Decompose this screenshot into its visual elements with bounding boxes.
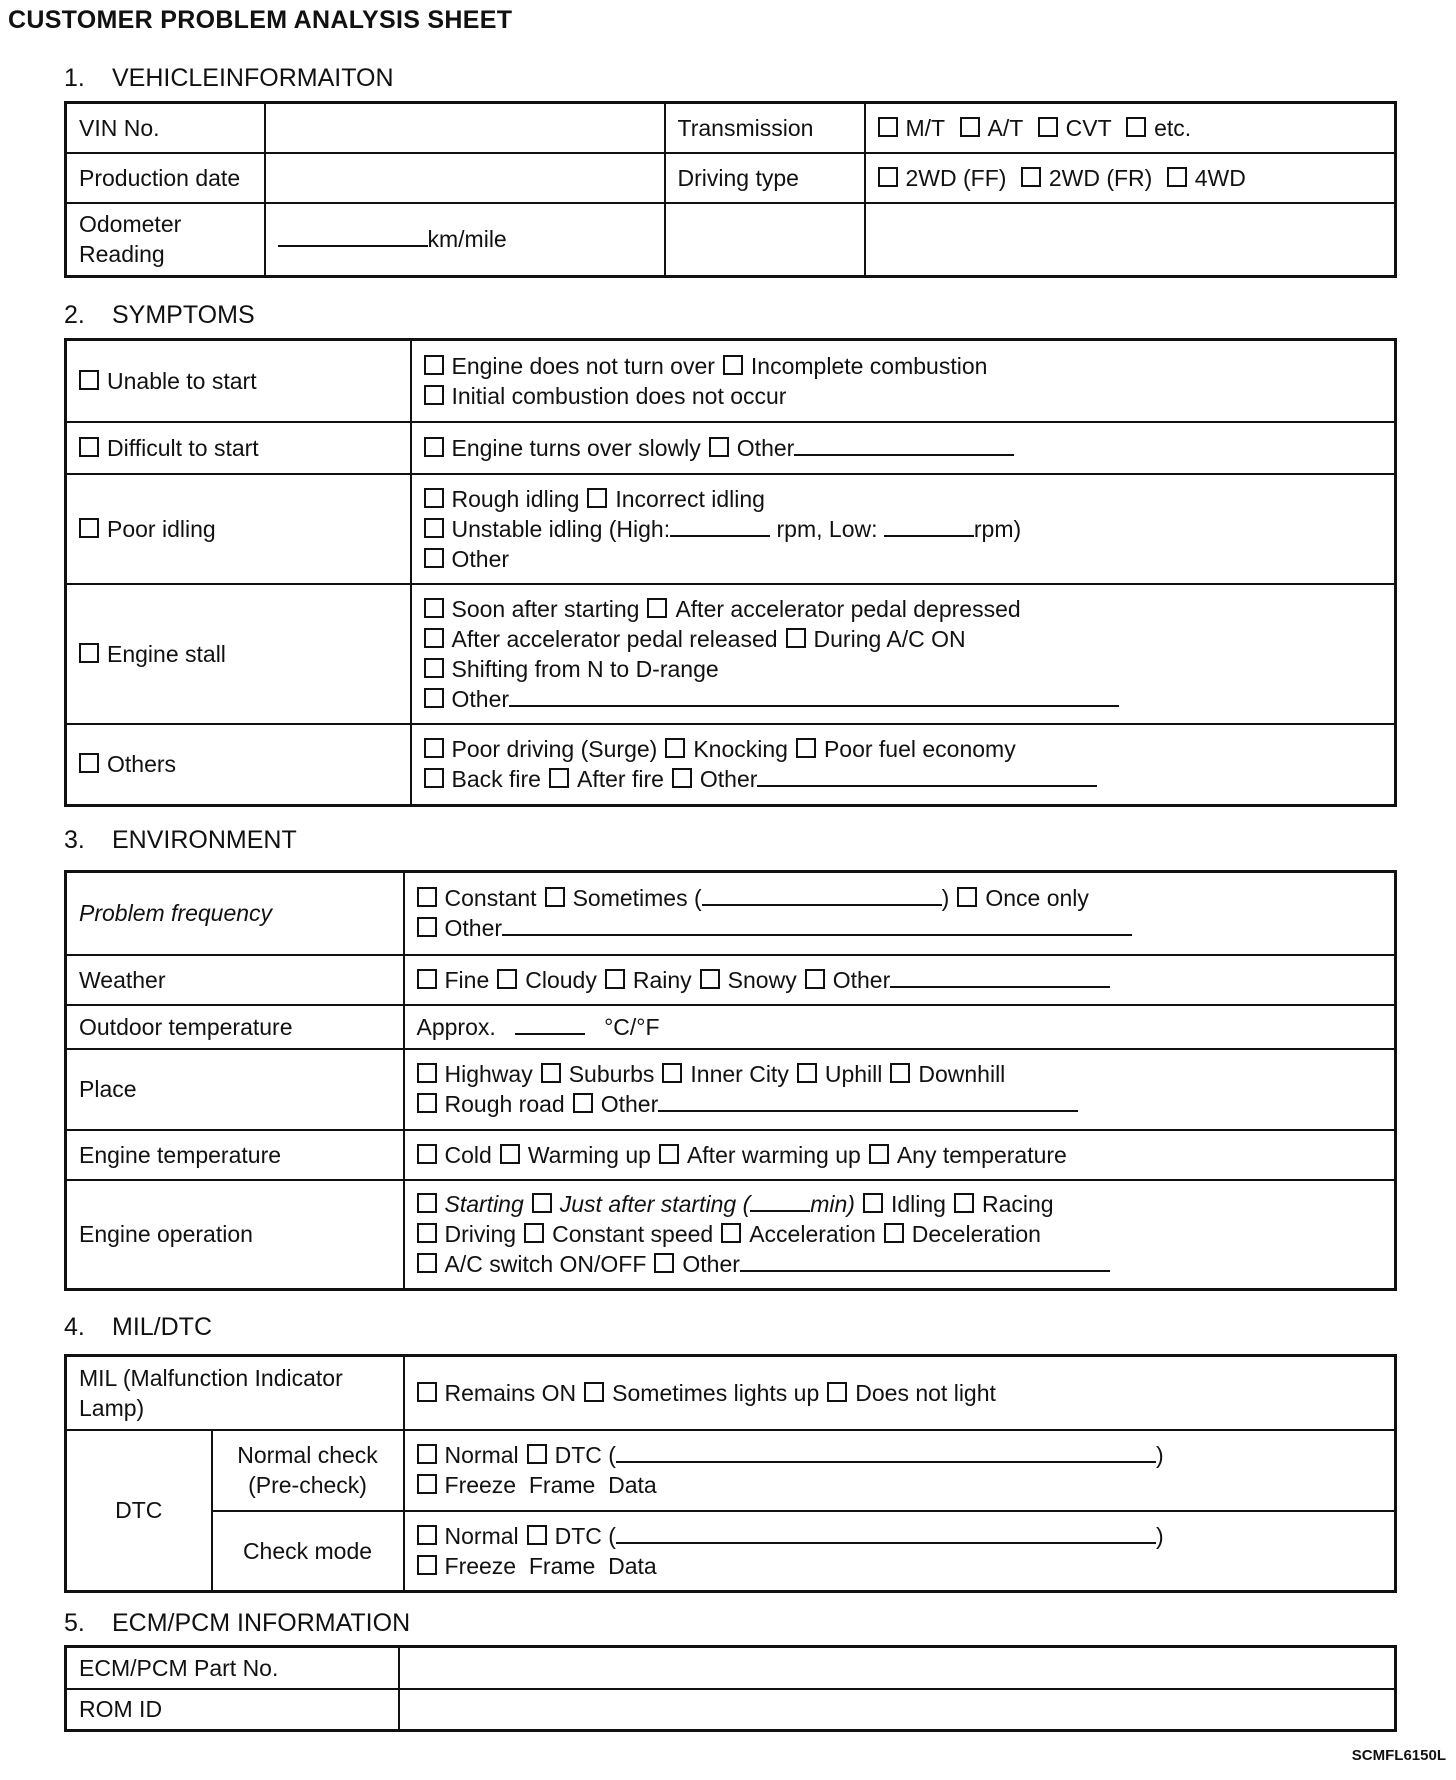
symptom-options bbox=[411, 584, 1396, 724]
checkbox[interactable] bbox=[524, 1223, 544, 1243]
mil-dtc-table bbox=[64, 1354, 1397, 1593]
option-label: Highway bbox=[444, 1061, 533, 1087]
table-row bbox=[66, 1647, 1396, 1689]
weather-label: Weather bbox=[66, 955, 404, 1005]
option-label: After accelerator pedal depressed bbox=[675, 595, 1021, 622]
outdoor-temperature-label: Outdoor temperature bbox=[66, 1005, 404, 1049]
option-label: rpm, Low: bbox=[776, 515, 878, 542]
option-label: Freeze Frame Data bbox=[444, 1552, 657, 1579]
checkbox[interactable] bbox=[417, 1093, 437, 1113]
checkbox[interactable] bbox=[424, 385, 444, 405]
checkbox[interactable] bbox=[797, 1063, 817, 1083]
checkbox-option[interactable] bbox=[1126, 115, 1191, 141]
symptom-label: Engine stall bbox=[107, 640, 226, 667]
table-row bbox=[66, 203, 1396, 277]
section-environment-heading bbox=[64, 826, 297, 855]
checkbox[interactable] bbox=[1038, 117, 1058, 137]
normal-check-line: (Pre-check) bbox=[248, 1472, 367, 1498]
option-label: Unstable idling (High: bbox=[451, 515, 671, 542]
option-label: Incorrect idling bbox=[615, 485, 765, 512]
checkbox[interactable] bbox=[884, 1223, 904, 1243]
option-line bbox=[417, 1440, 1383, 1470]
section-number: 2. bbox=[64, 301, 85, 329]
checkbox[interactable] bbox=[79, 753, 99, 773]
fill-line[interactable] bbox=[658, 1092, 1078, 1112]
checkbox-option[interactable] bbox=[1038, 115, 1112, 141]
option-label: Initial combustion does not occur bbox=[451, 382, 787, 409]
symptom-label: Unable to start bbox=[107, 367, 257, 394]
page-title: CUSTOMER PROBLEM ANALYSIS SHEET bbox=[8, 6, 513, 34]
engine-temperature-label: Engine temperature bbox=[66, 1130, 404, 1180]
ecm-part-no-label: ECM/PCM Part No. bbox=[66, 1647, 399, 1689]
checkbox-option[interactable] bbox=[1021, 165, 1152, 191]
checkbox[interactable] bbox=[665, 738, 685, 758]
option-label: M/T bbox=[905, 114, 946, 141]
table-row bbox=[66, 955, 1396, 1005]
option-label: ) bbox=[941, 885, 950, 912]
checkbox[interactable] bbox=[424, 688, 444, 708]
symptom-label: Poor idling bbox=[107, 515, 216, 542]
temperature-unit: °C/°F bbox=[604, 1013, 660, 1040]
option-label: Other bbox=[444, 915, 503, 942]
option-line bbox=[424, 484, 1383, 514]
option-label: Other bbox=[699, 766, 758, 793]
checkbox-option[interactable] bbox=[1167, 165, 1246, 191]
table-row bbox=[66, 474, 1396, 584]
option-label: Rough road bbox=[444, 1091, 565, 1117]
option-label: After warming up bbox=[686, 1141, 861, 1168]
checkbox[interactable] bbox=[587, 488, 607, 508]
checkbox[interactable] bbox=[700, 969, 720, 989]
option-label: A/T bbox=[987, 114, 1024, 141]
checkbox[interactable] bbox=[654, 1253, 674, 1273]
vehicle-information-table bbox=[64, 101, 1397, 278]
option-label: DTC ( bbox=[554, 1522, 616, 1549]
transmission-label: Transmission bbox=[665, 103, 865, 153]
option-label: Downhill bbox=[918, 1061, 1006, 1087]
fill-line[interactable] bbox=[890, 968, 1110, 988]
symptom-label: Others bbox=[107, 751, 177, 778]
option-label: Just after starting ( bbox=[559, 1191, 751, 1218]
option-label: Idling bbox=[890, 1191, 946, 1218]
checkbox[interactable] bbox=[827, 1382, 847, 1402]
option-label: ) bbox=[1155, 1442, 1164, 1468]
symptom-options bbox=[411, 474, 1396, 584]
checkbox[interactable] bbox=[549, 768, 569, 788]
fill-line[interactable] bbox=[278, 227, 428, 247]
checkbox[interactable] bbox=[721, 1223, 741, 1243]
fill-line[interactable] bbox=[757, 767, 1097, 787]
option-label: 4WD bbox=[1194, 164, 1246, 191]
checkbox[interactable] bbox=[605, 969, 625, 989]
symptom-options bbox=[411, 340, 1396, 422]
section-mil-dtc-heading bbox=[64, 1313, 212, 1342]
checkbox[interactable] bbox=[527, 1525, 547, 1545]
option-label: rpm) bbox=[973, 515, 1022, 542]
table-row bbox=[66, 1130, 1396, 1180]
section-number: 4. bbox=[64, 1313, 85, 1341]
option-label: etc. bbox=[1154, 114, 1192, 141]
option-label: Starting bbox=[444, 1191, 524, 1218]
figure-code: SCMFL6150L bbox=[1351, 1747, 1446, 1764]
option-label: Snowy bbox=[727, 966, 797, 993]
fill-line[interactable] bbox=[616, 1443, 1156, 1463]
ecm-pcm-table bbox=[64, 1645, 1397, 1732]
checkbox[interactable] bbox=[79, 643, 99, 663]
place-options bbox=[404, 1049, 1396, 1130]
checkbox[interactable] bbox=[796, 738, 816, 758]
table-row bbox=[66, 422, 1396, 474]
option-line bbox=[424, 684, 1383, 714]
engine-operation-label: Engine operation bbox=[66, 1180, 404, 1290]
normal-check-label bbox=[212, 1430, 404, 1511]
checkbox[interactable] bbox=[417, 1223, 437, 1243]
vin-field[interactable] bbox=[265, 103, 665, 153]
production-date-label: Production date bbox=[66, 153, 265, 203]
checkbox[interactable] bbox=[869, 1144, 889, 1164]
fill-line[interactable] bbox=[616, 1524, 1156, 1544]
checkbox[interactable] bbox=[424, 355, 444, 375]
normal-check-options bbox=[404, 1430, 1396, 1511]
problem-frequency-label: Problem frequency bbox=[66, 872, 404, 955]
option-label: Driving bbox=[444, 1221, 517, 1248]
option-label: Other bbox=[832, 966, 891, 993]
option-label: Acceleration bbox=[749, 1221, 876, 1248]
option-label: Any temperature bbox=[896, 1141, 1067, 1168]
checkbox[interactable] bbox=[500, 1144, 520, 1164]
option-line bbox=[424, 544, 1383, 574]
checkbox[interactable] bbox=[79, 370, 99, 390]
checkbox[interactable] bbox=[672, 768, 692, 788]
normal-check-line: Normal check bbox=[237, 1442, 378, 1468]
checkbox[interactable] bbox=[1167, 167, 1187, 187]
checkbox[interactable] bbox=[584, 1382, 604, 1402]
checkbox[interactable] bbox=[79, 437, 99, 457]
engine-operation-options bbox=[404, 1180, 1396, 1290]
option-label: Once only bbox=[985, 885, 1089, 912]
fill-line[interactable] bbox=[670, 517, 770, 537]
ecm-part-no-field[interactable] bbox=[399, 1647, 1396, 1689]
option-label: Racing bbox=[981, 1191, 1054, 1218]
option-line bbox=[417, 1551, 1383, 1581]
symptom-label: Difficult to start bbox=[107, 434, 259, 461]
section-title: SYMPTOMS bbox=[112, 301, 255, 329]
rom-id-field[interactable] bbox=[399, 1689, 1396, 1731]
option-line bbox=[417, 913, 1383, 943]
checkbox[interactable] bbox=[417, 1144, 437, 1164]
option-label: Warming up bbox=[527, 1141, 651, 1168]
option-line bbox=[424, 624, 1383, 654]
option-label: DTC ( bbox=[554, 1442, 616, 1468]
table-row bbox=[66, 103, 1396, 153]
option-line bbox=[424, 734, 1383, 764]
option-label: Poor fuel economy bbox=[823, 736, 1016, 763]
checkbox[interactable] bbox=[527, 1444, 547, 1464]
option-line bbox=[417, 1059, 1383, 1089]
section-number: 1. bbox=[64, 64, 85, 92]
option-label: Uphill bbox=[824, 1061, 883, 1087]
section-title: VEHICLEINFORMAITON bbox=[112, 64, 394, 92]
odometer-label bbox=[66, 203, 265, 277]
checkbox[interactable] bbox=[1126, 117, 1146, 137]
fill-line[interactable] bbox=[515, 1015, 585, 1035]
fill-line[interactable] bbox=[740, 1252, 1110, 1272]
symptom-options bbox=[411, 422, 1396, 474]
symptom-engine-stall[interactable] bbox=[66, 584, 411, 724]
symptom-options bbox=[411, 724, 1396, 806]
option-label: After accelerator pedal released bbox=[451, 625, 778, 652]
checkbox[interactable] bbox=[417, 1253, 437, 1273]
section-title: MIL/DTC bbox=[112, 1313, 212, 1341]
place-label: Place bbox=[66, 1049, 404, 1130]
checkbox[interactable] bbox=[424, 488, 444, 508]
table-row bbox=[66, 1689, 1396, 1731]
option-label: Other bbox=[736, 434, 795, 461]
option-label: Deceleration bbox=[911, 1221, 1041, 1248]
checkbox[interactable] bbox=[647, 598, 667, 618]
option-label: Knocking bbox=[693, 736, 788, 763]
checkbox[interactable] bbox=[545, 887, 565, 907]
checkbox-option[interactable] bbox=[878, 115, 946, 141]
table-row bbox=[66, 1430, 1396, 1511]
option-label: Engine turns over slowly bbox=[451, 434, 701, 461]
option-label: Normal bbox=[444, 1522, 519, 1549]
checkbox[interactable] bbox=[960, 117, 980, 137]
section-ecm-pcm-heading bbox=[64, 1609, 410, 1638]
checkbox[interactable] bbox=[659, 1144, 679, 1164]
option-label: Engine does not turn over bbox=[451, 352, 715, 379]
mil-options bbox=[404, 1356, 1396, 1430]
table-row bbox=[66, 1005, 1396, 1049]
option-line bbox=[417, 1470, 1383, 1500]
checkbox[interactable] bbox=[417, 917, 437, 937]
table-row bbox=[66, 1356, 1396, 1430]
checkbox[interactable] bbox=[878, 117, 898, 137]
option-label: Other bbox=[682, 1251, 740, 1278]
checkbox[interactable] bbox=[424, 598, 444, 618]
rom-id-label: ROM ID bbox=[66, 1689, 399, 1731]
checkbox[interactable] bbox=[532, 1193, 552, 1213]
checkbox[interactable] bbox=[424, 628, 444, 648]
option-label: Cold bbox=[444, 1141, 492, 1168]
option-line bbox=[424, 654, 1383, 684]
checkbox[interactable] bbox=[863, 1193, 883, 1213]
fill-line[interactable] bbox=[750, 1192, 810, 1212]
option-label: Rainy bbox=[632, 966, 692, 993]
fill-line[interactable] bbox=[702, 886, 942, 906]
section-symptoms-heading bbox=[64, 301, 255, 330]
fill-line[interactable] bbox=[794, 436, 1014, 456]
checkbox[interactable] bbox=[954, 1193, 974, 1213]
option-label: min) bbox=[810, 1191, 855, 1218]
checkbox[interactable] bbox=[662, 1063, 682, 1083]
section-title: ENVIRONMENT bbox=[112, 826, 297, 854]
checkbox[interactable] bbox=[786, 628, 806, 648]
checkbox[interactable] bbox=[79, 518, 99, 538]
option-label: Fine bbox=[444, 966, 490, 993]
option-label: Shifting from N to D-range bbox=[451, 655, 719, 682]
odometer-field[interactable] bbox=[265, 203, 665, 277]
table-row bbox=[66, 724, 1396, 806]
odometer-unit: km/mile bbox=[427, 226, 507, 253]
checkbox[interactable] bbox=[424, 518, 444, 538]
option-line bbox=[424, 594, 1383, 624]
checkbox[interactable] bbox=[573, 1093, 593, 1113]
section-vehicle-information-heading bbox=[64, 64, 394, 93]
option-line bbox=[417, 1521, 1383, 1551]
table-row bbox=[66, 1180, 1396, 1290]
checkbox[interactable] bbox=[417, 1444, 437, 1464]
option-label: During A/C ON bbox=[813, 625, 966, 652]
symptom-others[interactable] bbox=[66, 724, 411, 806]
option-label: 2WD (FF) bbox=[905, 164, 1007, 191]
engine-temperature-options bbox=[404, 1130, 1396, 1180]
option-line bbox=[424, 764, 1383, 794]
checkbox[interactable] bbox=[417, 1063, 437, 1083]
empty-cell bbox=[865, 203, 1396, 277]
checkbox[interactable] bbox=[723, 355, 743, 375]
option-label: Cloudy bbox=[525, 966, 597, 993]
checkbox[interactable] bbox=[424, 437, 444, 457]
symptoms-table bbox=[64, 338, 1397, 807]
mil-label-line: Lamp) bbox=[79, 1394, 145, 1421]
option-line bbox=[424, 351, 1383, 381]
odometer-label-line: Odometer bbox=[79, 211, 182, 238]
checkbox[interactable] bbox=[890, 1063, 910, 1083]
fill-line[interactable] bbox=[502, 916, 1132, 936]
option-label: Freeze Frame Data bbox=[444, 1472, 657, 1498]
checkbox[interactable] bbox=[417, 1382, 437, 1402]
option-label: Remains ON bbox=[444, 1379, 577, 1406]
option-label: Sometimes ( bbox=[572, 885, 702, 912]
approx-label: Approx. bbox=[416, 1013, 496, 1040]
option-line bbox=[417, 1219, 1383, 1249]
frequency-options bbox=[404, 872, 1396, 955]
option-label: A/C switch ON/OFF bbox=[444, 1251, 647, 1278]
transmission-options bbox=[865, 103, 1396, 153]
table-row bbox=[66, 872, 1396, 955]
check-mode-options bbox=[404, 1511, 1396, 1592]
checkbox[interactable] bbox=[1021, 167, 1041, 187]
driving-type-label: Driving type bbox=[665, 153, 865, 203]
vin-label: VIN No. bbox=[66, 103, 265, 153]
option-label: Other bbox=[451, 685, 510, 712]
mil-label bbox=[66, 1356, 404, 1430]
option-label: Other bbox=[451, 545, 510, 572]
option-label: Soon after starting bbox=[451, 595, 640, 622]
option-line bbox=[424, 514, 1383, 544]
outdoor-temperature-field bbox=[404, 1005, 1396, 1049]
check-mode-label: Check mode bbox=[212, 1511, 404, 1592]
option-label: Poor driving (Surge) bbox=[451, 736, 658, 763]
section-number: 3. bbox=[64, 826, 85, 854]
option-label: Constant bbox=[444, 885, 537, 912]
table-row bbox=[66, 340, 1396, 422]
checkbox[interactable] bbox=[424, 768, 444, 788]
fill-line[interactable] bbox=[509, 687, 1119, 707]
option-label: Normal bbox=[444, 1442, 519, 1468]
checkbox[interactable] bbox=[709, 437, 729, 457]
table-row bbox=[66, 1049, 1396, 1130]
odometer-label-line: Reading bbox=[79, 241, 165, 268]
checkbox[interactable] bbox=[497, 969, 517, 989]
checkbox[interactable] bbox=[424, 658, 444, 678]
option-line bbox=[417, 1089, 1383, 1119]
checkbox-option[interactable] bbox=[878, 165, 1007, 191]
checkbox[interactable] bbox=[541, 1063, 561, 1083]
symptom-poor-idling[interactable] bbox=[66, 474, 411, 584]
option-line bbox=[424, 381, 1383, 411]
environment-table bbox=[64, 870, 1397, 1291]
checkbox[interactable] bbox=[878, 167, 898, 187]
table-row bbox=[66, 153, 1396, 203]
option-label: Rough idling bbox=[451, 485, 580, 512]
option-label: Back fire bbox=[451, 766, 541, 793]
checkbox[interactable] bbox=[417, 1525, 437, 1545]
checkbox[interactable] bbox=[424, 738, 444, 758]
checkbox[interactable] bbox=[805, 969, 825, 989]
symptom-unable-to-start[interactable] bbox=[66, 340, 411, 422]
table-row bbox=[66, 1511, 1396, 1592]
option-line bbox=[417, 1189, 1383, 1219]
dtc-label: DTC bbox=[66, 1430, 212, 1592]
weather-options bbox=[404, 955, 1396, 1005]
checkbox[interactable] bbox=[417, 887, 437, 907]
option-label: After fire bbox=[576, 766, 664, 793]
option-label: 2WD (FR) bbox=[1048, 164, 1153, 191]
checkbox[interactable] bbox=[424, 548, 444, 568]
option-label: CVT bbox=[1065, 114, 1112, 141]
section-title: ECM/PCM INFORMATION bbox=[112, 1609, 411, 1637]
checkbox[interactable] bbox=[417, 1555, 437, 1575]
checkbox-option[interactable] bbox=[960, 115, 1024, 141]
fill-line[interactable] bbox=[884, 517, 974, 537]
option-label: Sometimes lights up bbox=[612, 1379, 820, 1406]
option-label: Does not light bbox=[855, 1379, 996, 1406]
option-line bbox=[417, 1249, 1383, 1279]
checkbox[interactable] bbox=[417, 1474, 437, 1494]
empty-cell bbox=[665, 203, 865, 277]
option-label: ) bbox=[1155, 1522, 1164, 1549]
checkbox[interactable] bbox=[957, 887, 977, 907]
option-line bbox=[417, 883, 1383, 913]
checkbox[interactable] bbox=[417, 969, 437, 989]
table-row bbox=[66, 584, 1396, 724]
option-label: Other bbox=[600, 1091, 659, 1117]
option-label: Incomplete combustion bbox=[750, 352, 988, 379]
option-label: Suburbs bbox=[568, 1061, 655, 1087]
production-date-field[interactable] bbox=[265, 153, 665, 203]
driving-type-options bbox=[865, 153, 1396, 203]
checkbox[interactable] bbox=[417, 1193, 437, 1213]
mil-label-line: MIL (Malfunction Indicator bbox=[79, 1364, 343, 1391]
option-label: Constant speed bbox=[552, 1221, 714, 1248]
symptom-difficult-to-start[interactable] bbox=[66, 422, 411, 474]
option-label: Inner City bbox=[690, 1061, 789, 1087]
section-number: 5. bbox=[64, 1609, 85, 1637]
